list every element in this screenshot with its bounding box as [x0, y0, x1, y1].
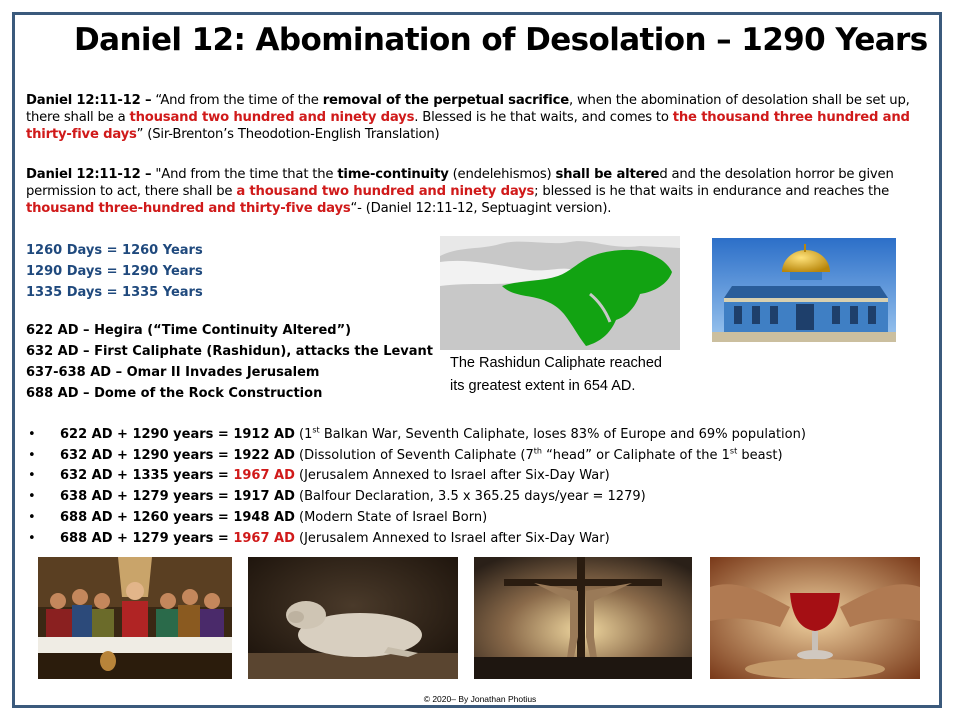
slide-title: Daniel 12: Abomination of Desolation – 1290 Years	[74, 22, 928, 58]
history-line: 622 AD – Hegira (“Time Continuity Altered”)	[26, 323, 352, 338]
last-supper-painting	[38, 557, 232, 679]
list-item	[26, 446, 936, 467]
quote-text: , when the abomination of desolation shall be set up, there shall be a	[26, 93, 910, 125]
quote-text: "And from the time that the	[151, 167, 338, 182]
ordinal-suffix: st	[729, 446, 738, 456]
list-item	[26, 508, 936, 529]
calc-note: (Balfour Declaration, 3.5 x 365.25 days/year = 1279)	[294, 489, 646, 505]
quote-text: “- (Daniel 12:11-12, Septuagint version).	[350, 201, 612, 216]
quote-text: “And from the time of the	[151, 93, 323, 108]
quote-text: ; blessed is he that waits in endurance and reaches the	[534, 184, 890, 199]
list-item	[26, 487, 936, 508]
list-item	[26, 425, 936, 446]
calc-bold: 688 AD + 1260 years = 1948 AD	[60, 509, 295, 525]
quote-highlight: the thousand three hundred and thirty-five days	[26, 110, 910, 142]
history-line: 632 AD – First Caliphate (Rashidun), attacks the Levant	[26, 344, 434, 359]
theodotion-quote	[26, 92, 936, 143]
calc-bold: 632 AD + 1290 years = 1922 AD	[60, 447, 295, 463]
quote-text: ” (Sir-Brenton’s Theodotion-English Translation)	[136, 127, 440, 142]
conversion-line: 1260 Days = 1260 Years	[26, 243, 203, 258]
list-item	[26, 466, 936, 487]
quote-text: (endelehismos)	[448, 167, 556, 182]
calc-bold: 622 AD + 1290 years = 1912 AD	[60, 427, 295, 442]
day-year-conversions	[26, 240, 203, 303]
history-line: 688 AD – Dome of the Rock Construction	[26, 386, 323, 401]
bullet: •	[28, 530, 36, 546]
map-caption	[450, 352, 662, 398]
calc-note: (Jerusalem Annexed to Israel after Six-Day War)	[294, 468, 610, 484]
calc-note: (Jerusalem Annexed to Israel after Six-Day War)	[294, 530, 610, 546]
calc-note: (Dissolution of Seventh Caliphate (7	[294, 447, 534, 463]
bullet: •	[28, 447, 36, 463]
quote-text: d and the desolation horror be given permission to act, there shall be	[26, 167, 894, 199]
quote-highlight: thousand two hundred and ninety days	[129, 110, 415, 125]
quote-highlight: thousand three-hundred and thirty-five days	[26, 201, 351, 216]
caption-line: The Rashidun Caliphate reached	[450, 355, 662, 371]
quote-reference: Daniel 12:11-12 –	[26, 93, 152, 108]
calc-note: Balkan War, Seventh Caliphate, loses 83% of Europe and 69% population)	[319, 427, 806, 442]
quote-text: . Blessed is he that waits, and comes to	[414, 110, 673, 125]
quote-reference: Daniel 12:11-12 –	[26, 167, 152, 182]
calc-note: (Modern State of Israel Born)	[294, 509, 488, 525]
bullet: •	[28, 489, 36, 505]
communion-cup-painting	[710, 557, 920, 679]
calc-bold: 632 AD + 1335 years =	[60, 468, 234, 484]
quote-highlight: a thousand two hundred and ninety days	[236, 184, 535, 199]
bullet: •	[28, 468, 36, 484]
copyright-footer: © 2020– By Jonathan Photius	[423, 694, 537, 704]
calc-note: beast)	[737, 447, 783, 463]
calculation-list	[26, 425, 936, 549]
calc-note: “head” or Caliphate of the 1	[541, 447, 730, 463]
history-timeline	[26, 320, 433, 404]
list-item	[26, 529, 936, 550]
lamb-of-god-painting	[248, 557, 458, 679]
conversion-line: 1290 Days = 1290 Years	[26, 264, 203, 279]
history-line: 637-638 AD – Omar II Invades Jerusalem	[26, 365, 320, 380]
quote-bold: removal of the perpetual sacrifice	[322, 93, 569, 108]
calc-highlight: 1967 AD	[233, 468, 295, 484]
calc-bold: 638 AD + 1279 years = 1917 AD	[60, 489, 295, 505]
crucifixion-painting	[474, 557, 692, 679]
calc-note: (1	[294, 427, 313, 442]
calc-highlight: 1967 AD	[233, 530, 295, 546]
dome-of-the-rock-photo	[712, 238, 896, 342]
ordinal-suffix: st	[312, 425, 320, 435]
ordinal-suffix: th	[533, 446, 542, 456]
septuagint-quote	[26, 166, 936, 217]
conversion-line: 1335 Days = 1335 Years	[26, 285, 203, 300]
caption-line: its greatest extent in 654 AD.	[450, 378, 636, 394]
rashidun-caliphate-map	[440, 236, 680, 350]
calc-bold: 688 AD + 1279 years =	[60, 530, 234, 546]
bullet: •	[28, 427, 36, 442]
quote-bold: time-continuity	[337, 167, 449, 182]
bullet: •	[28, 509, 36, 525]
quote-bold: shall be altere	[555, 167, 660, 182]
